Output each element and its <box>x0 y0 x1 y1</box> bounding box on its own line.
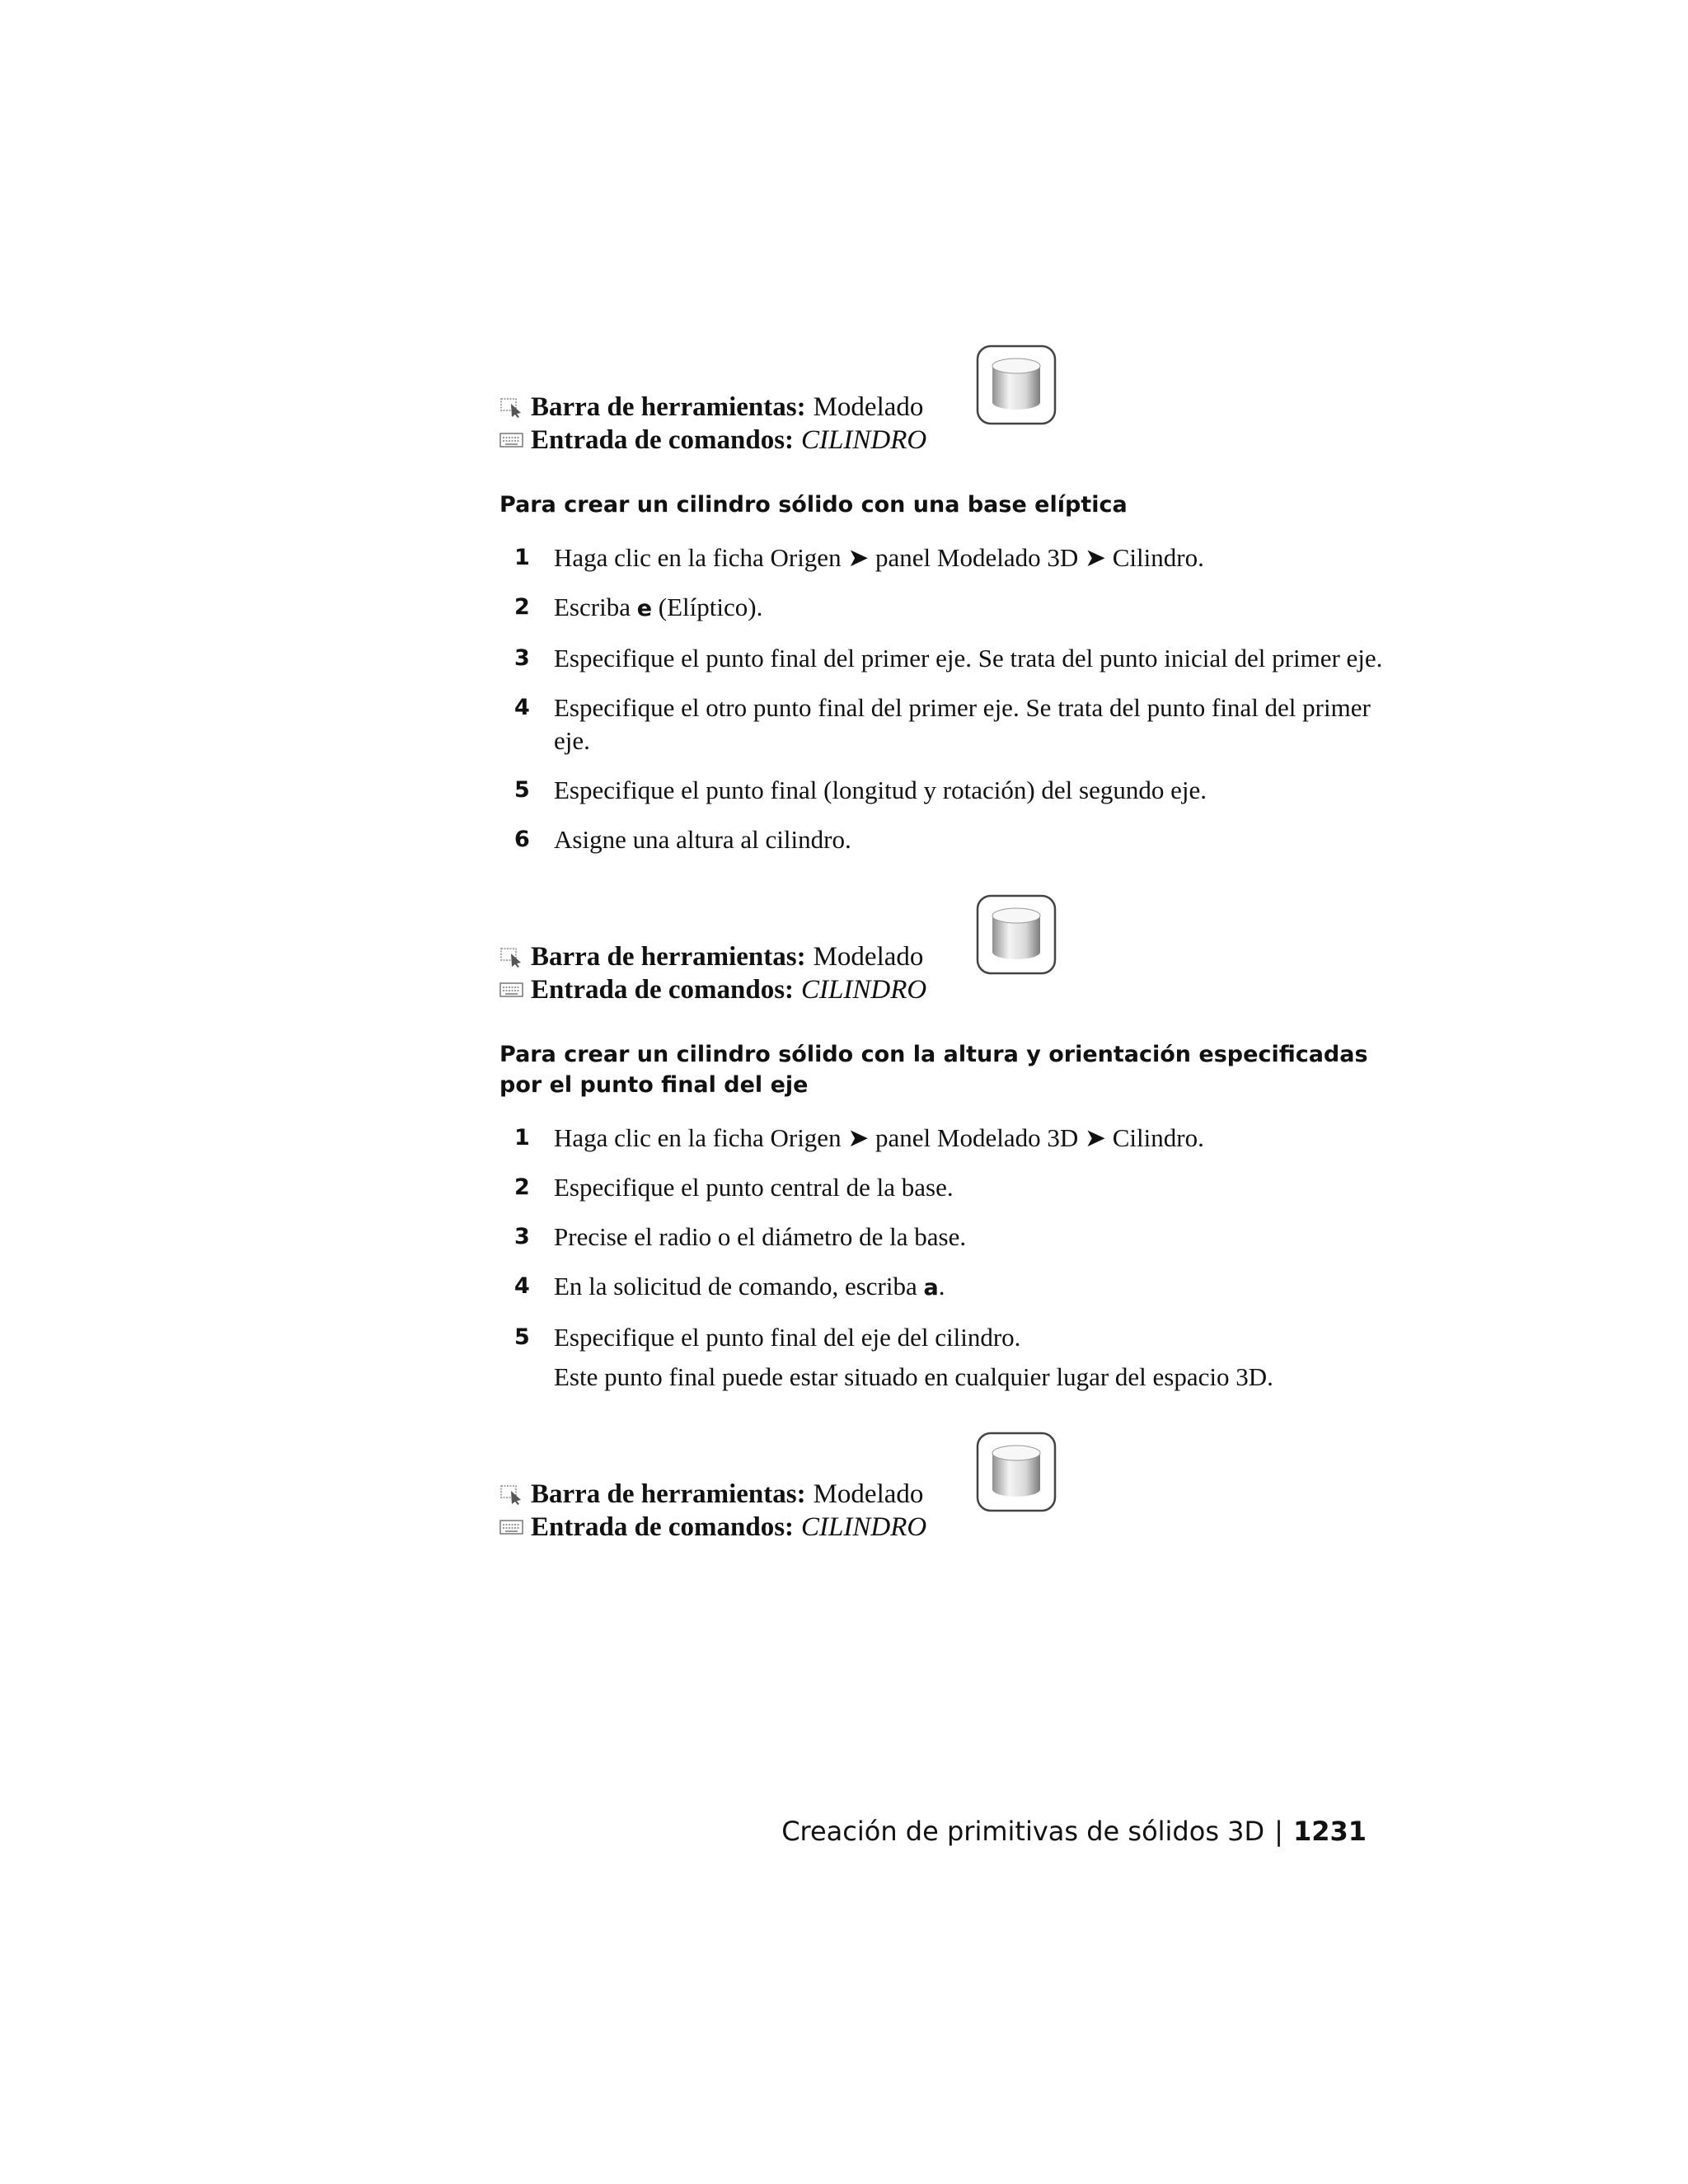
command-label: Entrada de comandos: <box>531 425 795 455</box>
keyword: e <box>636 596 653 621</box>
step-text <box>554 1321 1406 1394</box>
list-item <box>499 642 1406 675</box>
cylinder-icon <box>976 894 1057 975</box>
step-number: 5 <box>514 1324 530 1350</box>
page-footer <box>781 1813 1367 1849</box>
cylinder-icon <box>976 1432 1057 1512</box>
step-number: 2 <box>514 1174 530 1200</box>
keyboard-icon <box>499 1516 524 1538</box>
procedure-title-2: Para crear un cilindro sólido con la altura y orientación especificadas por el punto final del eje <box>499 1042 1368 1098</box>
step-number: 1 <box>514 545 530 570</box>
step-text: Especifique el punto final (longitud y rotación) del segundo eje. <box>554 776 1207 804</box>
toolbar-label: Barra de herramientas: <box>531 1479 806 1509</box>
toolbar-label: Barra de herramientas: <box>531 392 806 422</box>
access-block-2 <box>499 894 1406 1018</box>
step-text: Especifique el punto central de la base. <box>554 1173 954 1202</box>
step-number: 4 <box>514 1273 530 1299</box>
list-item <box>499 591 1406 626</box>
page-content <box>499 344 1406 1555</box>
step-main-text: Especifique el punto final del eje del cilindro. <box>554 1323 1021 1352</box>
toolbar-value: Modelado <box>813 1479 924 1509</box>
step-text: Haga clic en la ficha Origen ➤ panel Modelado 3D ➤ Cilindro. <box>554 543 1204 572</box>
step-number: 3 <box>514 1224 530 1249</box>
step-text: Especifique el otro punto final del primer eje. Se trata del punto final del primer eje. <box>554 693 1371 755</box>
step-text: Haga clic en la ficha Origen ➤ panel Modelado 3D ➤ Cilindro. <box>554 1123 1204 1152</box>
step-number: 1 <box>514 1125 530 1151</box>
keyword: a <box>923 1275 939 1301</box>
procedure-steps-2 <box>499 1122 1406 1394</box>
list-item <box>499 1270 1406 1305</box>
list-item <box>499 1122 1406 1155</box>
procedure-title-1: Para crear un cilindro sólido con una base elíptica <box>499 492 1128 518</box>
access-block-1 <box>499 344 1406 468</box>
command-access-row <box>499 973 926 1006</box>
command-label: Entrada de comandos: <box>531 1512 795 1542</box>
list-item <box>499 691 1406 757</box>
toolbar-access-row <box>499 391 923 424</box>
toolbar-label: Barra de herramientas: <box>531 942 806 972</box>
toolbar-icon <box>499 946 524 968</box>
footer-separator: | <box>1274 1816 1283 1847</box>
step-number: 6 <box>514 827 530 852</box>
list-item <box>499 1221 1406 1254</box>
list-item <box>499 823 1406 856</box>
command-access-row <box>499 424 926 457</box>
keyboard-icon <box>499 979 524 1001</box>
step-text <box>554 1270 1406 1305</box>
toolbar-access-row <box>499 940 923 973</box>
step-text: Precise el radio o el diámetro de la base. <box>554 1222 967 1251</box>
step-text: Especifique el punto final del primer eje. Se trata del punto inicial del primer eje. <box>554 644 1383 673</box>
toolbar-icon <box>499 1483 524 1505</box>
access-block-3 <box>499 1432 1406 1555</box>
keyboard-icon <box>499 429 524 451</box>
step-text-post: . <box>938 1272 945 1301</box>
list-item <box>499 774 1406 807</box>
step-text: Asigne una altura al cilindro. <box>554 825 851 854</box>
step-number: 3 <box>514 645 530 671</box>
step-number: 2 <box>514 594 530 620</box>
toolbar-value: Modelado <box>813 392 924 422</box>
list-item <box>499 541 1406 574</box>
toolbar-value: Modelado <box>813 942 924 972</box>
command-value: CILINDRO <box>801 1512 927 1542</box>
step-number: 4 <box>514 695 530 720</box>
command-label: Entrada de comandos: <box>531 975 795 1005</box>
step-note: Este punto final puede estar situado en cualquier lugar del espacio 3D. <box>554 1362 1273 1391</box>
chapter-title: Creación de primitivas de sólidos 3D <box>781 1816 1265 1847</box>
step-text <box>554 591 1406 626</box>
toolbar-access-row <box>499 1478 923 1511</box>
command-value: CILINDRO <box>801 425 927 455</box>
list-item <box>499 1321 1406 1394</box>
step-text-pre: Escriba <box>554 593 637 621</box>
step-number: 5 <box>514 777 530 803</box>
page-number: 1231 <box>1292 1816 1367 1847</box>
cylinder-icon <box>976 344 1057 425</box>
step-text-post: (Elíptico). <box>652 593 763 621</box>
procedure-steps-1 <box>499 541 1406 856</box>
list-item <box>499 1171 1406 1204</box>
step-text-pre: En la solicitud de comando, escriba <box>554 1272 924 1301</box>
toolbar-icon <box>499 396 524 418</box>
command-value: CILINDRO <box>801 975 927 1005</box>
command-access-row <box>499 1511 926 1544</box>
